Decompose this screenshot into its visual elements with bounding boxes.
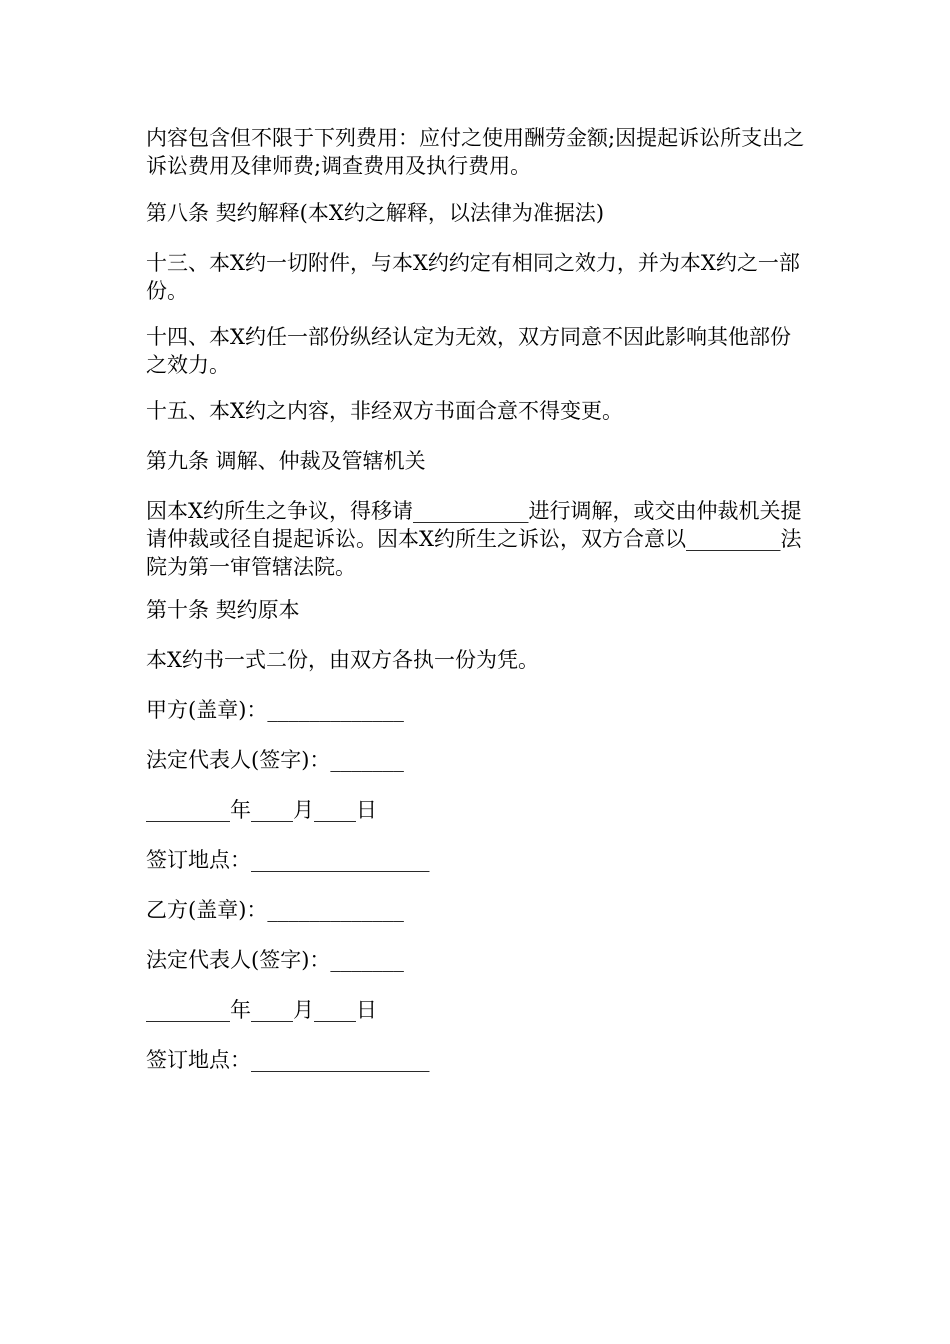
party-b-representative-line: 法定代表人(签字)：_______: [146, 948, 404, 972]
party-a-representative-line: 法定代表人(签字)：_______: [146, 748, 404, 772]
article-9-heading: 第九条 调解、仲裁及管辖机关: [146, 449, 426, 473]
clause-13: 十三、本X约一切附件，与本X约约定有相同之效力，并为本X约之一部份。: [146, 251, 800, 303]
party-b-date-line: ________年____月____日: [146, 998, 377, 1022]
party-a-seal-line: 甲方(盖章)：_____________: [146, 698, 404, 722]
article-8-heading: 第八条 契约解释(本X约之解释，以法律为准据法): [146, 201, 605, 225]
copies-paragraph: 本X约书一式二份，由双方各执一份为凭。: [146, 648, 539, 672]
dispute-resolution-paragraph: 因本X约所生之争议，得移请___________进行调解，或交由仲裁机关提请仲裁或径自提起诉讼。因本X约所生之诉讼，双方合意以_________法院为第一审管辖法院。: [146, 499, 802, 579]
paragraph-fee-scope: 内容包含但不限于下列费用：应付之使用酬劳金额;因提起诉讼所支出之诉讼费用及律师费;调查费用及执行费用。: [146, 126, 805, 178]
party-a-signing-place-line: 签订地点：_________________: [146, 848, 430, 872]
party-b-signing-place-line: 签订地点：_________________: [146, 1048, 430, 1072]
clause-15: 十五、本X约之内容，非经双方书面合意不得变更。: [146, 399, 623, 423]
article-10-heading: 第十条 契约原本: [146, 598, 300, 622]
clause-14: 十四、本X约任一部份纵经认定为无效，双方同意不因此影响其他部份之效力。: [146, 325, 791, 377]
party-b-seal-line: 乙方(盖章)：_____________: [146, 898, 404, 922]
party-a-date-line: ________年____月____日: [146, 798, 377, 822]
